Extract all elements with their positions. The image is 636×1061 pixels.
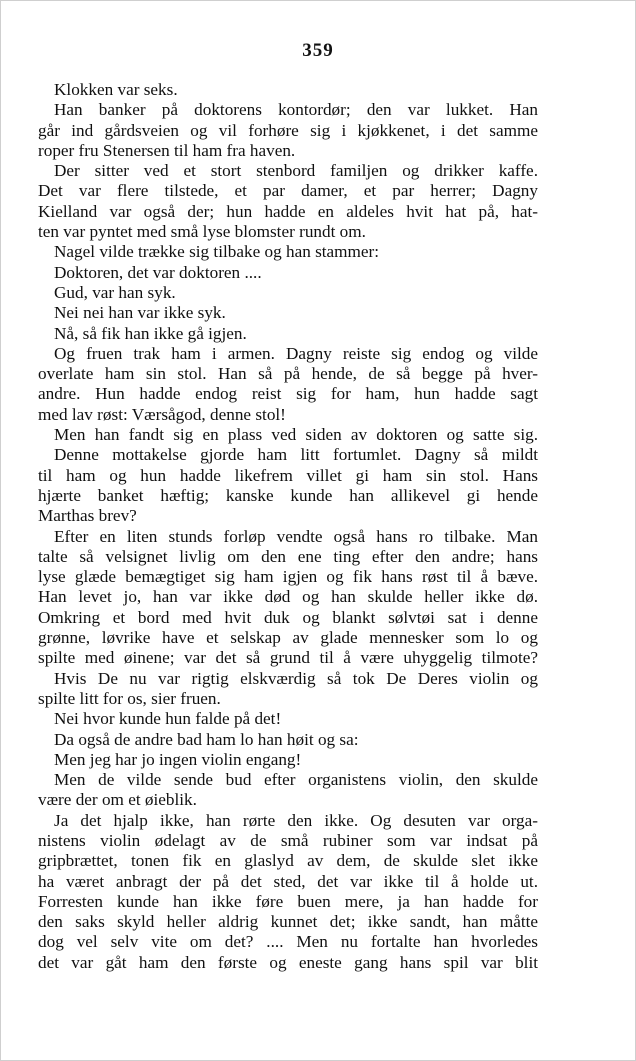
text-line: Nå, så fik han ikke gå igjen.: [54, 323, 247, 343]
text-line: Forresten kunde han ikke føre buen mere, ja han hadde for: [38, 891, 538, 911]
text-line: hjærte banket hæftig; kanske kunde han allikevel gi hende: [38, 485, 538, 505]
text-line: talte så velsignet livlig om den ene ting efter den andre; hans: [38, 546, 538, 566]
text-line: til ham og hun hadde likefrem villet gi ham sin stol. Hans: [38, 465, 538, 485]
text-line: ha været anbragt der på det sted, det var ikke til å holde ut.: [38, 871, 538, 891]
text-line: andre. Hun hadde endog reist sig for ham, hun hadde sagt: [38, 384, 538, 404]
text-line: Det var flere tilstede, et par damer, et par herrer; Dagny: [38, 181, 538, 201]
text-line: Denne mottakelse gjorde ham litt fortumlet. Dagny så mildt: [54, 445, 538, 465]
text-line: Han banker på doktorens kontordør; den var lukket. Han: [54, 100, 538, 120]
text-line: gripbrættet, tonen fik en glaslyd av dem, de skulde slet ikke: [38, 851, 538, 871]
text-line: Men han fandt sig en plass ved siden av doktoren og satte sig.: [54, 425, 538, 445]
text-line: overlate ham sin stol. Han så på hende, de så begge på hver-: [38, 364, 538, 384]
text-line: Nei nei han var ikke syk.: [54, 303, 226, 323]
text-line: Ja det hjalp ikke, han rørte den ikke. Og desuten var orga-: [54, 810, 538, 830]
text-line: Nagel vilde trække sig tilbake og han stammer:: [54, 242, 380, 262]
text-line: den saks skyld heller aldrig kunnet det; ikke sandt, han måtte: [38, 912, 538, 932]
text-line: ten var pyntet med små lyse blomster rundt om.: [38, 222, 366, 242]
text-line: dog vel selv vite om det? .... Men nu fortalte han hvorledes: [38, 932, 538, 952]
text-line: det var gåt ham den første og eneste gang hans spil var blit: [38, 952, 538, 972]
text-line: Kielland var også der; hun hadde en aldeles hvit hat på, hat-: [38, 201, 538, 221]
text-line: roper fru Stenersen til ham fra haven.: [38, 140, 296, 160]
text-line: Han levet jo, han var ikke død og han skulde heller ikke dø.: [38, 587, 538, 607]
text-line: lyse glæde bemægtiget sig ham igjen og fik hans røst til å bæve.: [38, 567, 538, 587]
text-line: Gud, var han syk.: [54, 282, 176, 302]
text-line: spilte med øinene; var det så grund til å være uhyggelig tilmote?: [38, 648, 538, 668]
text-line: Der sitter ved et stort stenbord familjen og drikker kaffe.: [54, 161, 538, 181]
text-line: være der om et øieblik.: [38, 790, 197, 810]
text-line: Men jeg har jo ingen violin engang!: [54, 749, 302, 769]
text-line: Klokken var seks.: [54, 80, 178, 99]
page-number: 359: [302, 40, 334, 61]
text-line: spilte litt for os, sier fruen.: [38, 688, 221, 708]
text-line: Doktoren, det var doktoren ....: [54, 262, 262, 282]
text-line: Marthas brev?: [38, 506, 137, 526]
text-line: Da også de andre bad ham lo han høit og sa:: [54, 729, 359, 749]
text-line: Men de vilde sende bud efter organistens violin, den skulde: [54, 770, 538, 790]
text-line: går ind gårdsveien og vil forhøre sig i kjøkkenet, i det samme: [38, 120, 538, 140]
body-text: [38, 80, 538, 973]
text-line: Hvis De nu var rigtig elskværdig så tok De Deres violin og: [54, 668, 538, 688]
text-line: Efter en liten stunds forløp vendte også hans ro tilbake. Man: [54, 526, 538, 546]
text-line: Og fruen trak ham i armen. Dagny reiste sig endog og vilde: [54, 343, 538, 363]
text-line: nistens violin ødelagt av de små rubiner som var indsat på: [38, 830, 538, 850]
text-line: grønne, løvrike have et selskap av glade mennesker som lo og: [38, 628, 538, 648]
text-line: Nei hvor kunde hun falde på det!: [54, 709, 282, 729]
text-line: med lav røst: Værsågod, denne stol!: [38, 404, 286, 424]
text-line: Omkring et bord med hvit duk og blankt sølvtøi sat i denne: [38, 607, 538, 627]
